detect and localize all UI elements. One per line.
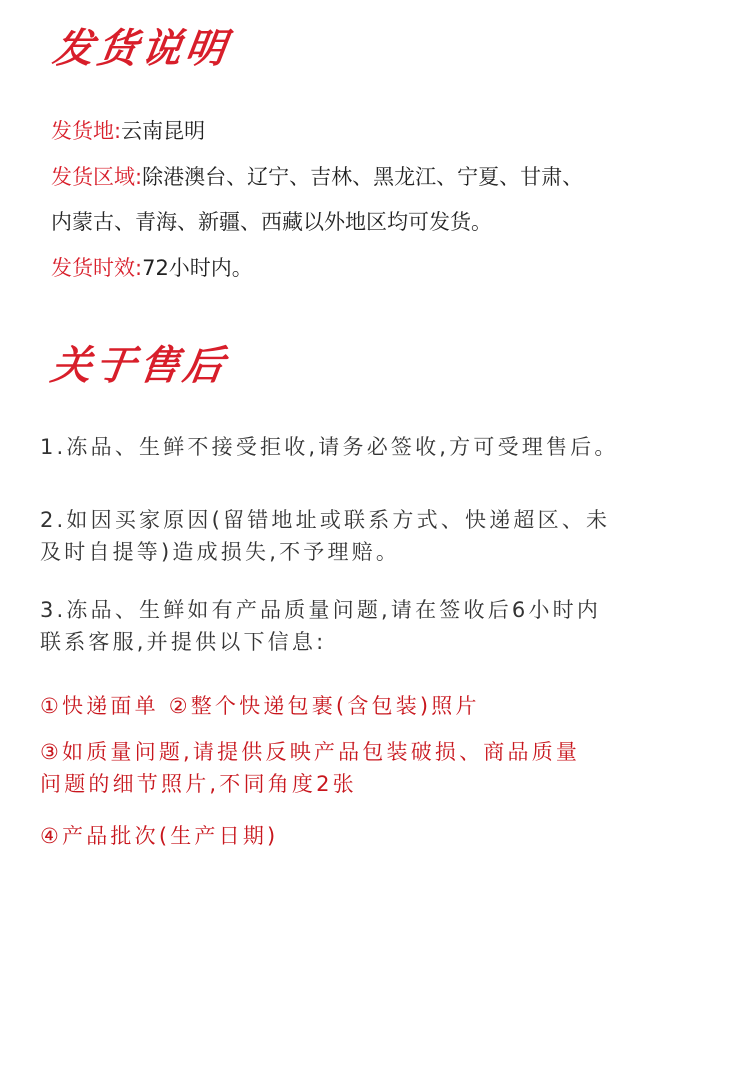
requirement-3 <box>40 736 730 800</box>
shipping-origin-value: 云南昆明 <box>121 119 206 143</box>
after-sales-item-2-line2: 及时自提等)造成损失,不予理赔。 <box>40 540 401 564</box>
shipping-region-value-line2: 内蒙古、青海、新疆、西藏以外地区均可发货。 <box>51 210 492 234</box>
shipping-region-row <box>51 155 721 200</box>
shipping-region-row-continued <box>51 200 721 245</box>
after-sales-item-3 <box>40 594 730 658</box>
after-sales-item-1-text: 1.冻品、生鲜不接受拒收,请务必签收,方可受理售后。 <box>40 435 619 459</box>
after-sales-item-3-line2: 联系客服,并提供以下信息: <box>40 630 327 654</box>
shipping-time-row <box>51 246 721 291</box>
shipping-region-label: 发货区域: <box>51 165 143 189</box>
requirement-1-2 <box>40 690 730 722</box>
after-sales-item-3-line1: 3.冻品、生鲜如有产品质量问题,请在签收后6小时内 <box>40 598 602 622</box>
after-sales-item-2-line1: 2.如因买家原因(留错地址或联系方式、快递超区、未 <box>40 508 611 532</box>
requirement-3-line2: 问题的细节照片,不同角度2张 <box>40 772 357 796</box>
shipping-title: 发货说明 <box>50 26 233 72</box>
requirement-1-2-text: ①快递面单 ②整个快递包裹(含包装)照片 <box>40 694 480 718</box>
requirement-4 <box>40 820 730 852</box>
shipping-region-value-line1: 除港澳台、辽宁、吉林、黑龙江、宁夏、甘肃、 <box>142 165 584 189</box>
shipping-origin-row <box>51 109 721 154</box>
after-sales-item-1 <box>40 431 730 463</box>
shipping-time-label: 发货时效: <box>51 256 143 280</box>
requirement-3-line1: ③如质量问题,请提供反映产品包装破损、商品质量 <box>40 740 581 764</box>
shipping-origin-label: 发货地: <box>51 119 122 143</box>
after-sales-item-2 <box>40 504 730 568</box>
requirement-4-text: ④产品批次(生产日期) <box>40 824 279 848</box>
after-sales-title: 关于售后 <box>48 343 231 389</box>
shipping-time-value: 72小时内。 <box>142 256 253 280</box>
